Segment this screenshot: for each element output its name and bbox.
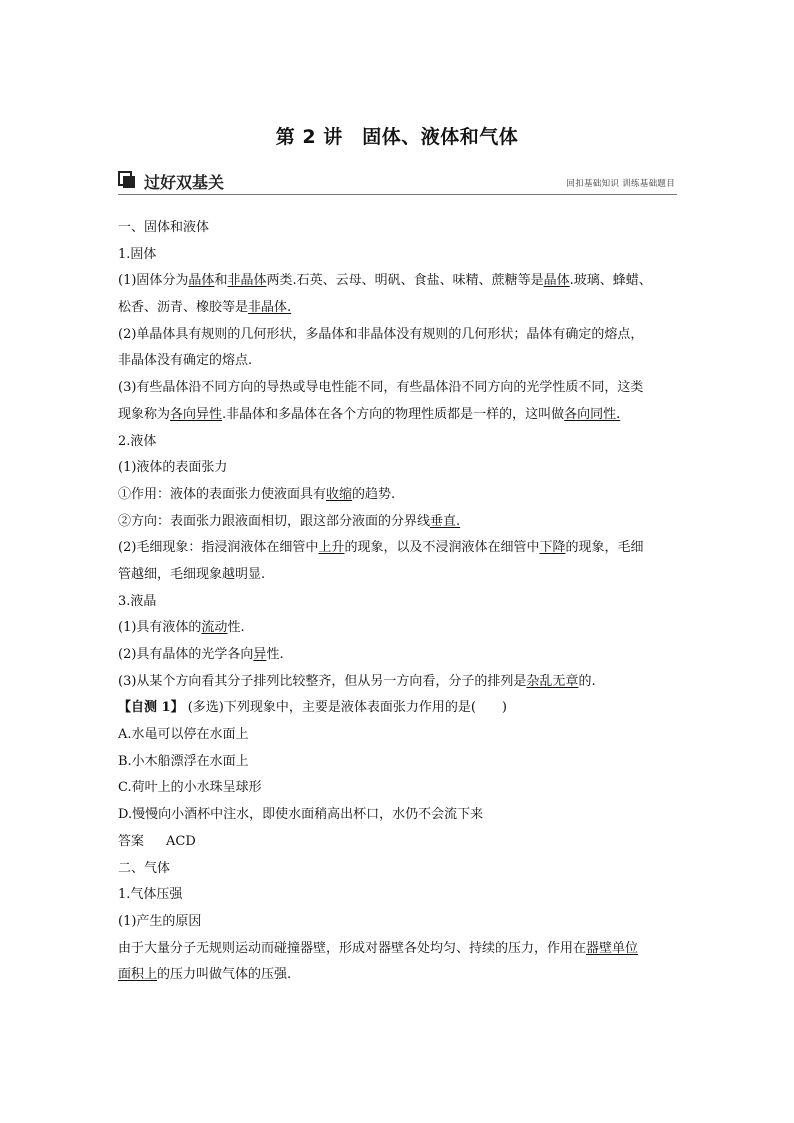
subheading-solid: 1.固体 xyxy=(118,246,157,262)
paragraph-line xyxy=(118,615,680,642)
subheading-gas-pressure: 1.气体压强 xyxy=(118,887,183,903)
paragraph-line xyxy=(118,936,680,963)
paragraph-line: (1)产生的原因 xyxy=(118,913,202,929)
answer-value: ACD xyxy=(166,833,196,849)
paragraph-line: 管越细，毛细现象越明显. xyxy=(118,566,266,582)
paragraph-line xyxy=(118,482,680,509)
page-title: 第 2 讲 固体、液体和气体 xyxy=(275,126,519,148)
text: 的现象，毛细 xyxy=(565,540,644,556)
text: 和 xyxy=(214,273,228,289)
answer-blank: 各向同性. xyxy=(564,406,621,422)
text: (3)从某个方向看其分子排列比较整齐，但从另一方向看，分子的排列是 xyxy=(118,673,527,689)
text: .非晶体和多晶体在各个方向的物理性质都是一样的，这叫做 xyxy=(222,406,565,422)
text: ①作用：液体的表面张力使液面具有 xyxy=(118,486,327,502)
answer-blank: 器壁单位 xyxy=(586,940,639,956)
paragraph-line xyxy=(118,268,680,295)
answer-label: 答案 xyxy=(118,833,145,849)
answer-blank: 收缩 xyxy=(326,486,353,502)
quiz-tag: 【自测 1】 xyxy=(118,700,184,716)
answer-blank: 上升 xyxy=(318,540,345,556)
answer-blank: 非晶体 xyxy=(227,273,267,289)
answer-blank: 晶体 xyxy=(188,273,215,289)
text: 由于大量分子无规则运动而碰撞器壁，形成对器壁各处均匀、持续的压力，作用在 xyxy=(118,940,587,956)
text: 的. xyxy=(578,673,596,689)
answer-blank: 非晶体. xyxy=(248,300,292,316)
quiz-question xyxy=(118,695,680,722)
text: 性. xyxy=(227,620,245,636)
quiz-answer xyxy=(118,829,680,856)
paragraph-line xyxy=(118,669,680,696)
text: 性. xyxy=(266,647,284,662)
paragraph-line: (2)单晶体具有规则的几何形状，多晶体和非晶体没有规则的几何形状；晶体有确定的熔点， xyxy=(118,326,644,342)
section-title: 过好双基关 xyxy=(144,173,225,192)
subheading-liquid: 2.液体 xyxy=(118,433,157,449)
quiz-option-b: B.小木船漂浮在水面上 xyxy=(118,753,249,769)
answer-blank: 面积上 xyxy=(118,967,158,983)
paragraph-line: (3)有些晶体沿不同方向的导热或导电性能不同，有些晶体沿不同方向的光学性质不同，这类 xyxy=(118,380,644,396)
text: (1)固体分为 xyxy=(118,273,189,289)
quiz-option-d: D.慢慢向小酒杯中注水，即使水面稍高出杯口，水仍不会流下来 xyxy=(118,807,484,823)
answer-blank: 各向异性 xyxy=(170,406,223,422)
quiz-option-a: A.水黾可以停在水面上 xyxy=(118,727,249,743)
quiz-option-c: C.荷叶上的小水珠呈球形 xyxy=(118,780,262,796)
text: 松香、沥青、橡胶等是 xyxy=(118,300,249,316)
text: (1)具有液体的 xyxy=(118,620,202,636)
text: 的现象，以及不浸润液体在细管中 xyxy=(344,540,540,556)
text: (2)毛细现象：指浸润液体在细管中 xyxy=(118,540,319,556)
answer-blank: 下降 xyxy=(539,540,566,556)
paragraph-line xyxy=(118,535,680,562)
paragraph-line: 非晶体没有确定的熔点. xyxy=(118,353,253,369)
paragraph-line: (1)液体的表面张力 xyxy=(118,460,228,476)
paragraph-line xyxy=(118,962,680,989)
paragraph-line xyxy=(118,295,680,322)
subheading-liquid-crystal: 3.液晶 xyxy=(118,593,157,609)
answer-blank: 垂直. xyxy=(430,513,461,529)
heading-gas: 二、气体 xyxy=(118,860,171,876)
text: ②方向：表面张力跟液面相切，跟这部分液面的分界线 xyxy=(118,513,431,529)
section-subtitle: 回扣基础知识 训练基础题目 xyxy=(566,179,675,189)
heading-solid-liquid: 一、固体和液体 xyxy=(118,220,210,235)
paragraph-line xyxy=(118,642,680,669)
section-header xyxy=(118,168,677,195)
text: 两类.石英、云母、明矾、食盐、味精、蔗糖等是 xyxy=(266,273,544,289)
text: (2)具有晶体的光学各向 xyxy=(118,647,254,662)
paragraph-line xyxy=(118,509,680,536)
text: 的趋势. xyxy=(352,486,396,502)
answer-blank: 异 xyxy=(253,647,267,662)
quiz-question-text: (多选)下列现象中，主要是液体表面张力作用的是( ) xyxy=(183,700,507,716)
text: 的压力叫做气体的压强. xyxy=(157,967,292,983)
paragraph-line xyxy=(118,402,680,429)
answer-blank: 杂乱无章 xyxy=(526,673,579,689)
answer-blank: 晶体 xyxy=(543,273,570,289)
text: 现象称为 xyxy=(118,406,171,422)
text: .玻璃、蜂蜡、 xyxy=(569,273,652,289)
content-body xyxy=(118,215,680,989)
section-icon xyxy=(118,171,136,189)
answer-blank: 流动 xyxy=(201,620,228,636)
